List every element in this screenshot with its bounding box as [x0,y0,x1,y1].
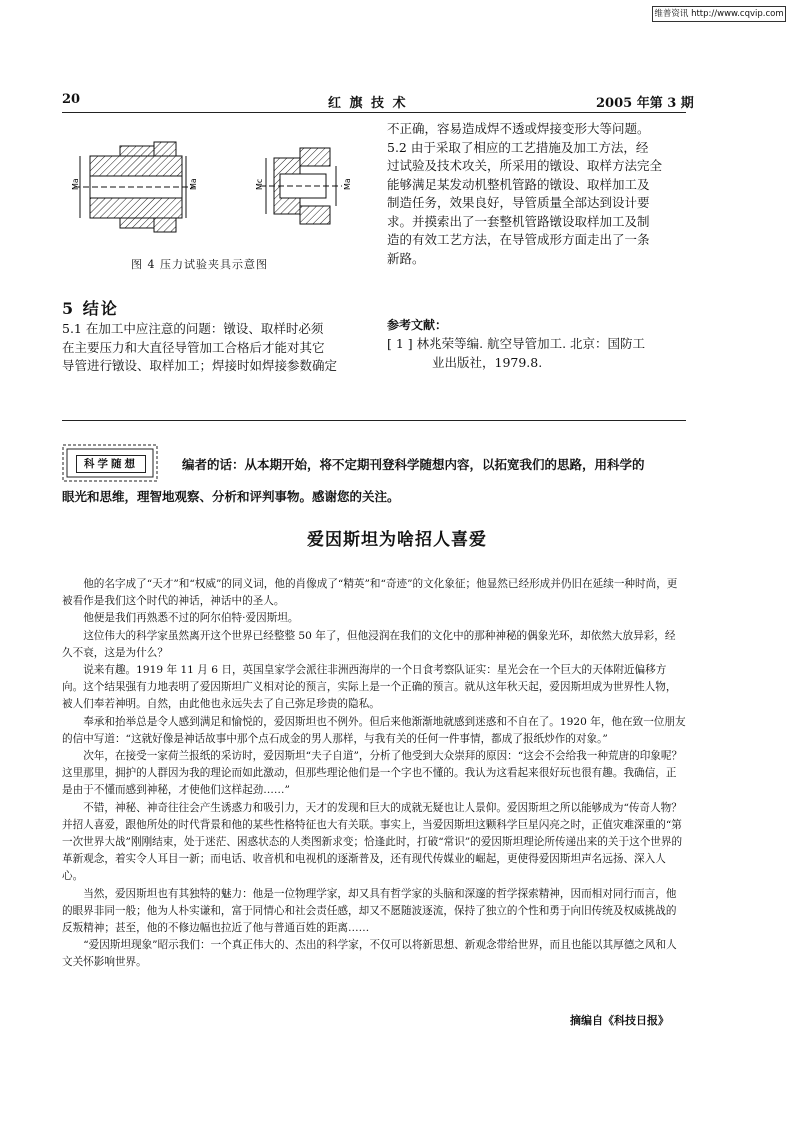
article-paragraph: 这位伟大的科学家虽然离开这个世界已经整整 50 年了，但他浸润在我们的文化中的那种神秘的偶象光环，却依然大放异彩，经久不衰，这是为什么？ [62,629,676,659]
editor-note-line2: 眼光和思维，理智地观察、分析和评判事物。感谢您的关注。 [62,489,400,504]
header-rule [62,112,686,113]
article-paragraph: 他便是我们再熟悉不过的阿尔伯特·爱因斯坦。 [83,612,299,625]
label-mc: Mc [255,178,264,190]
text-line: 过试验及技术攻关，所采用的镦设、取样方法完全 [387,158,663,173]
article-paragraph: 次年，在接受一家荷兰报纸的采访时，爱因斯坦“夫子自道”，分析了他受到大众崇拜的原因：“这会不会给我一种荒唐的印象呢？这里那里，拥护的人群因为我的理论而如此激动，但那些理论他们是一个字也不懂的。我认为这看起来很好玩也很有趣。我确信，正是由于不懂而感到神秘，才使他们这样起劲……” [62,750,683,797]
page-number: 20 [62,92,81,107]
text-line: 求。并摸索出了一套整机管路镦设取样加工及制 [387,213,650,229]
article-paragraph: 不错，神秘、神奇往往会产生诱惑力和吸引力，天才的发现和巨大的成就无疑也让人景仰。爱因斯坦之所以能够成为“传奇人物？并招人喜爱，跟他所处的时代背景和他的某些性格特征也大有关联。事实上，当爱因斯坦这颗科学巨星闪亮之时，正值灾难深重的“第一次世界大战”刚刚结束，处于迷茫、困惑状态的人类图新求变；恰逢此时，打破“常识”的爱因斯坦理论所传递出来的关于这个世界的革新观念，着实令人耳目一新；而电话、收音机和电视机的逐渐普及，还有现代传媒业的崛起，更使得爱因斯坦声名远扬、深入人心。 [62,801,683,883]
reference-item: [ 1 ] 林兆荣等编. 航空导管加工. 北京：国防工 [387,336,646,351]
right-column-text [387,120,687,268]
article-title: 爱因斯坦为啥招人喜爱 [307,530,487,550]
references-title: 参考文献： [387,318,448,332]
article-paragraph: 当然，爱因斯坦也有其独特的魅力：他是一位物理学家，却又具有哲学家的头脑和深邃的哲学探索精神，因而相对同行而言，他的眼界非同一般；他为人朴实谦和，富于同情心和社会责任感，却又不愿随波逐流，保持了独立的个性和勇于向旧传统及权威挑战的反叛精神；甚至，他的不修边幅也拉近了他与普通百姓的距离…… [62,887,677,935]
section-divider [62,420,686,421]
text-line: 制造任务，效果良好，导管质量全部达到设计要 [387,195,650,210]
editor-note-line1: 编者的话：从本期开始，将不定期刊登科学随想内容，以拓宽我们的思路，用科学的 [182,457,645,472]
issue-label: 2005 年第 3 期 [596,96,694,111]
references-list [387,334,687,372]
label-ma-left: Ma [71,178,80,190]
reference-item-cont: 业出版社，1979.8. [432,355,543,370]
article-paragraph: “爱因斯坦现象”昭示我们：一个真正伟大的、杰出的科学家，不仅可以将新思想、新观念带给世界，而且也能以其厚德之风和人文关怀影响世界。 [62,939,677,969]
text-line: 导管进行镦设、取样加工；焊接时如焊接参数确定 [62,358,338,373]
text-line: 不正确，容易造成焊不透或焊接变形大等问题。 [387,121,650,136]
watermark-label: 维普资讯 http://www.cqvip.com [652,6,786,22]
figure-caption: 图 4 压力试验夹具示意图 [131,258,268,271]
section-body [62,320,362,376]
text-line: 能够满足某发动机整机管路的镦设、取样加工及 [387,176,650,192]
text-line: 新路。 [387,250,425,266]
article-paragraph: 他的名字成了“天才”和“权威”的同义词，他的肖像成了“精英”和“奇迹”的文化象征；他显然已经形成并仍旧在延续一种时尚，更被看作是我们这个时代的神话，神话中的圣人。 [62,578,678,608]
badge-label: 科学随想 [76,455,146,473]
label-ma-right: Ma [343,178,352,190]
fixture-drawing [62,128,362,246]
text-line: 在主要压力和大直径导管加工合格后才能对其它 [62,339,325,355]
text-line: 5.2 由于采取了相应的工艺措施及加工方法，经 [387,139,649,155]
fixture-left [71,142,198,232]
label-ma-left2: Ma [189,178,198,190]
column-badge [62,444,158,482]
article-paragraph: 说来有趣。1919 年 11 月 6 日，英国皇家学会派往非洲西海岸的一个日食考察队证实：星光会在一个巨大的天体附近偏移方向。这个结果强有力地表明了爱因斯坦广义相对论的预言，实际上是一个正确的预言。就从这年秋天起，爱因斯坦成为世界性人物，被人们奉若神明。自然，由此他也永远失去了自己弥足珍贵的隐私。 [62,664,677,711]
article-source: 摘编自《科技日报》 [570,1014,669,1027]
section-title: 5 结论 [62,299,119,318]
text-line: 造的有效工艺方法，在导管成形方面走出了一条 [387,232,650,247]
journal-title: 红 旗 技 术 [328,96,408,111]
fixture-right [255,148,352,224]
figure-4 [62,128,362,246]
text-line: 5.1 在加工中应注意的问题：镦设、取样时必须 [62,321,324,336]
article-body [62,576,686,972]
article-paragraph: 奉承和抬举总是令人感到满足和愉悦的，爱因斯坦也不例外。但后来他渐渐地就感到迷惑和不自在了。1920 年，他在致一位朋友的信中写道：“这就好像是神话故事中那个点石成金的男人那样，与我有关的任何一件事情，都成了报纸炒作的对象。” [62,715,686,745]
